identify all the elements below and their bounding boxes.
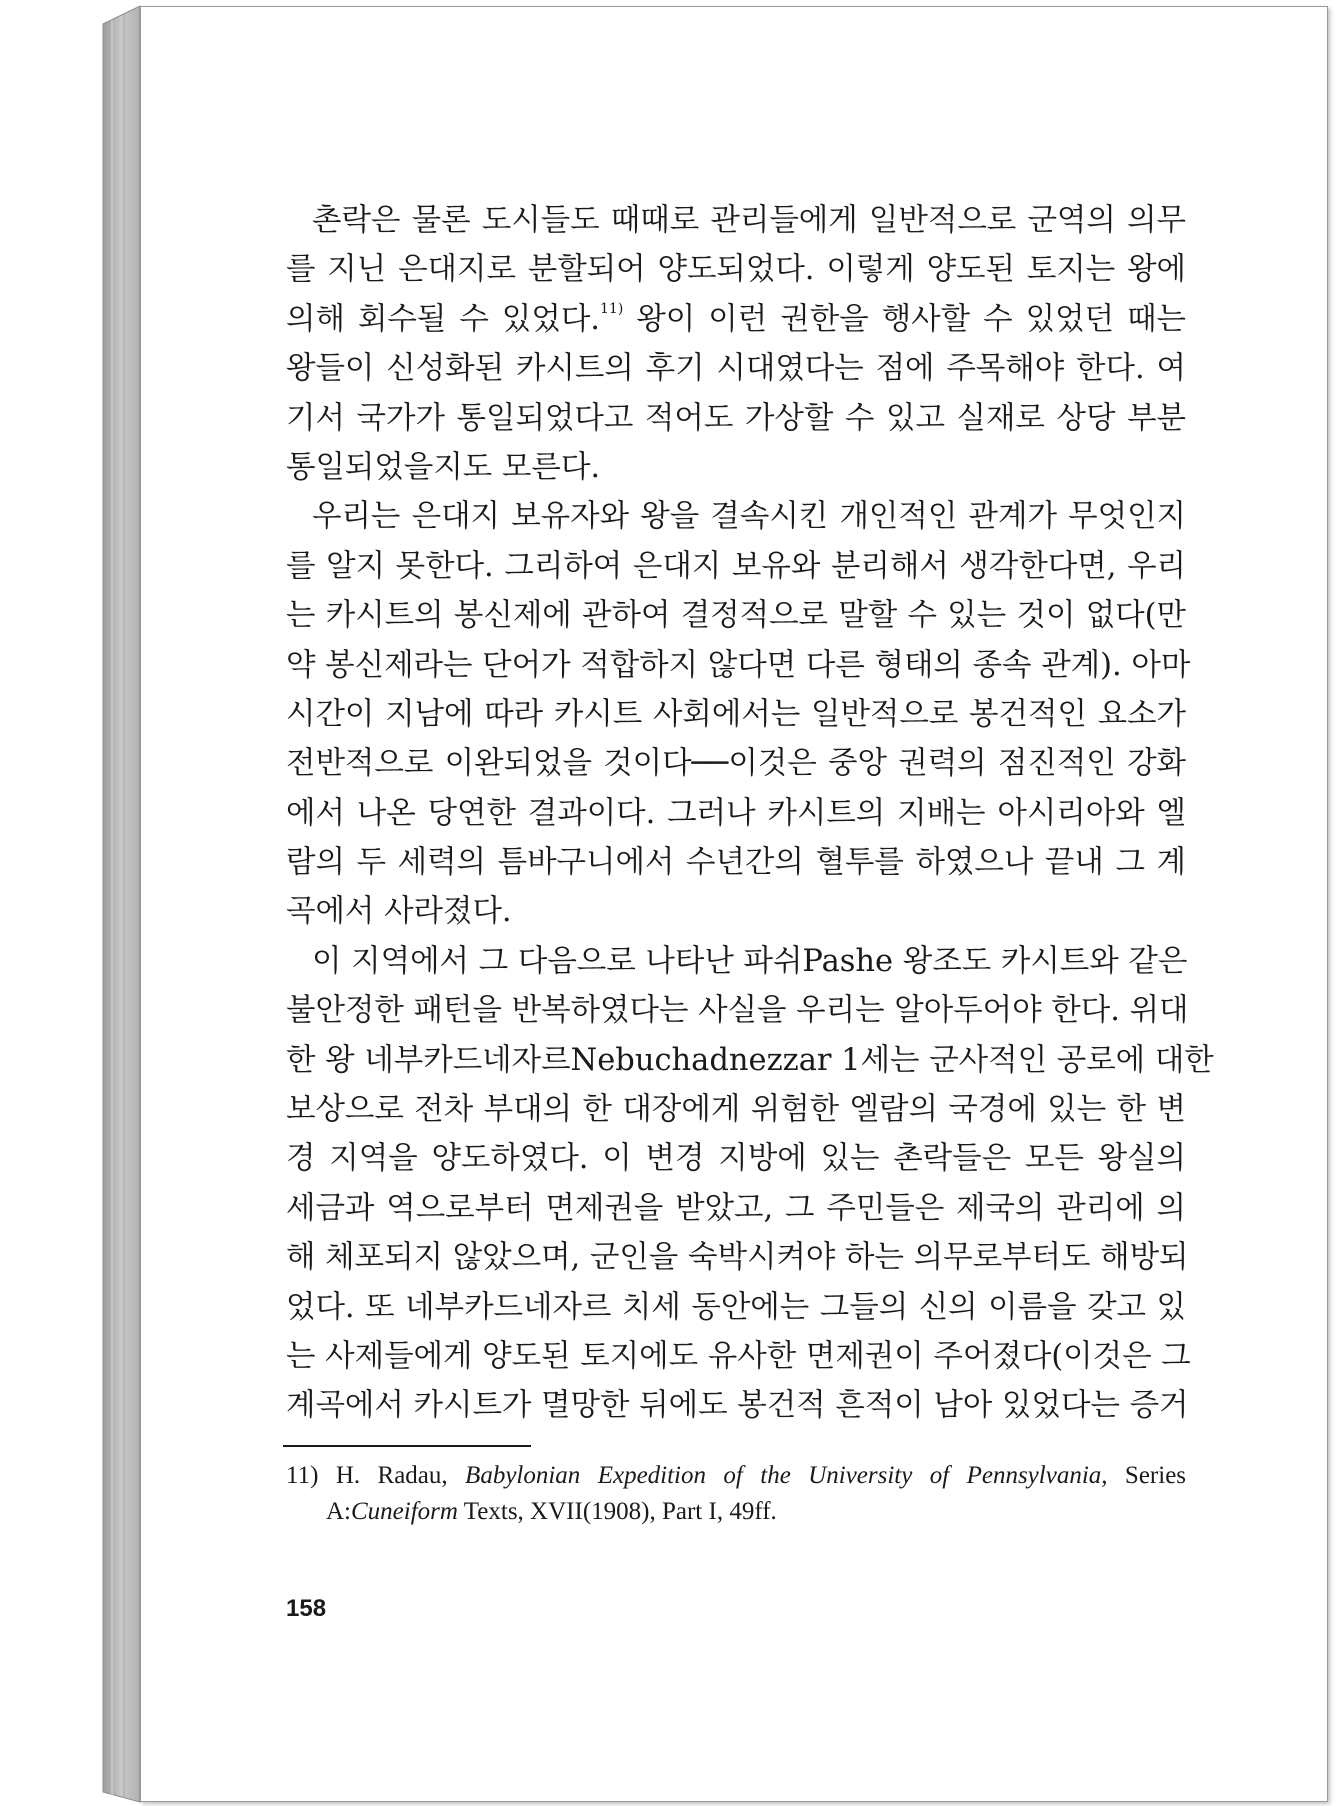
page-number: 158 — [286, 1595, 327, 1622]
footnote-author: H. Radau, — [335, 1462, 448, 1489]
text-line: 불안정한 패턴을 반복하였다는 사실을 우리는 알아두어야 한다. 위대 — [286, 993, 1189, 1029]
text-line: 보상으로 전차 부대의 한 대장에게 위험한 엘람의 국경에 있는 한 변 — [286, 1092, 1186, 1128]
text-line: 통일되었을지도 모른다. — [286, 449, 601, 485]
footnote-title: Babylonian Expedition of the University of Pennsylvania, — [465, 1462, 1108, 1489]
footnote-line — [286, 1458, 1186, 1494]
text-line: 해 체포되지 않았으며, 군인을 숙박시켜야 하는 의무로부터도 해방되 — [286, 1240, 1189, 1276]
text-line: 에서 나온 당연한 결과이다. 그러나 카시트의 지배는 아시리아와 엘 — [286, 795, 1186, 831]
text-line: 경 지역을 양도하였다. 이 변경 지방에 있는 촌락들은 모든 왕실의 — [286, 1141, 1186, 1177]
text-line: 를 지닌 은대지로 분할되어 양도되었다. 이렇게 양도된 토지는 왕에 — [286, 252, 1186, 288]
footnote-series-label: A: — [326, 1498, 351, 1525]
text-line: 세금과 역으로부터 면제권을 받았고, 그 주민들은 제국의 관리에 의 — [286, 1190, 1186, 1226]
footnote-ref: 11) — [600, 300, 624, 317]
footnote-line — [286, 1494, 1186, 1530]
footnote-divider — [283, 1445, 531, 1447]
text-line: 곡에서 사라졌다. — [286, 894, 512, 930]
text-line: 람의 두 세력의 틈바구니에서 수년간의 혈투를 하였으나 끝내 그 계 — [286, 845, 1186, 881]
text-line — [286, 295, 1186, 344]
text-segment: 왕이 이런 권한을 행사할 수 있었던 때는 — [636, 301, 1186, 337]
text-line: 기서 국가가 통일되었다고 적어도 가상할 수 있고 실재로 상당 부분 — [286, 400, 1186, 436]
text-line: 는 카시트의 봉신제에 관하여 결정적으로 말할 수 있는 것이 없다(만 — [286, 598, 1186, 634]
text-line: 한 왕 네부카드네자르Nebuchadnezzar 1세는 군사적인 공로에 대한 — [286, 1042, 1214, 1078]
text-line: 계곡에서 카시트가 멸망한 뒤에도 봉건적 흔적이 남아 있었다는 증거 — [286, 1388, 1189, 1424]
footnote-number: 11) — [286, 1462, 319, 1489]
paragraph-1 — [286, 196, 1186, 492]
text-segment: 의해 회수될 수 있었다. — [286, 301, 600, 337]
footnote-series-title: Cuneiform — [351, 1498, 458, 1525]
footnote-rest: Texts, XVII(1908), Part I, 49ff. — [463, 1498, 777, 1525]
text-line: 는 사제들에게 양도된 토지에도 유사한 면제권이 주어졌다(이것은 그 — [286, 1338, 1191, 1374]
text-line: 우리는 은대지 보유자와 왕을 결속시킨 개인적인 관계가 무엇인지 — [312, 499, 1186, 535]
text-line: 시간이 지남에 따라 카시트 사회에서는 일반적으로 봉건적인 요소가 — [286, 696, 1186, 732]
paragraph-2 — [286, 492, 1191, 937]
text-line: 를 알지 못한다. 그리하여 은대지 보유와 분리해서 생각한다면, 우리 — [286, 548, 1186, 584]
paragraph-3 — [286, 937, 1214, 1431]
text-line: 왕들이 신성화된 카시트의 후기 시대였다는 점에 주목해야 한다. 여 — [286, 351, 1186, 387]
text-line: 촌락은 물론 도시들도 때때로 관리들에게 일반적으로 군역의 의무 — [312, 203, 1186, 238]
body-text — [286, 196, 1214, 1431]
text-line: 었다. 또 네부카드네자르 치세 동안에는 그들의 신의 이름을 갖고 있 — [286, 1289, 1186, 1325]
text-line: 전반적으로 이완되었을 것이다──이것은 중앙 권력의 점진적인 강화 — [286, 746, 1186, 782]
footnote-series: Series — [1124, 1462, 1187, 1489]
text-line: 약 봉신제라는 단어가 적합하지 않다면 다른 형태의 종속 관계). 아마 — [286, 647, 1191, 683]
text-line: 이 지역에서 그 다음으로 나타난 파쉬Pashe 왕조도 카시트와 같은 — [312, 943, 1188, 979]
footnote-block — [286, 1458, 1186, 1530]
